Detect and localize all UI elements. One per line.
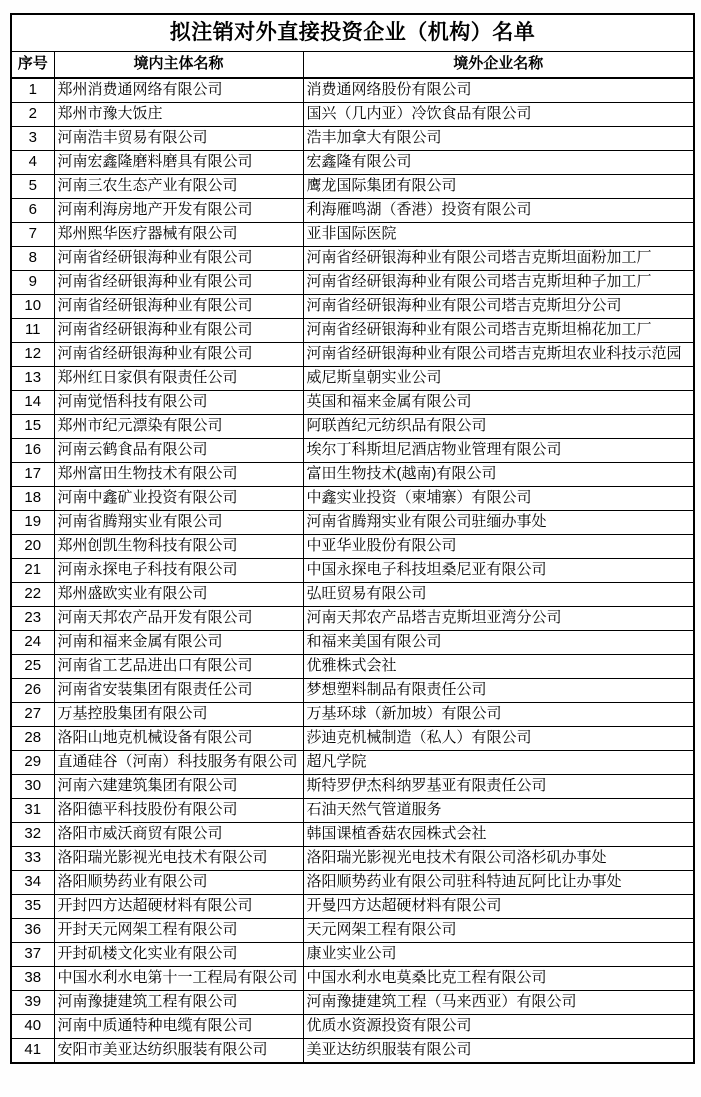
cell-overseas-name: 洛阳顺势药业有限公司驻科特迪瓦阿比让办事处 — [303, 871, 694, 895]
cell-domestic-name: 河南中质通特种电缆有限公司 — [54, 1015, 303, 1039]
cell-overseas-name: 河南省经研银海种业有限公司塔吉克斯坦棉花加工厂 — [303, 319, 694, 343]
cell-seq: 37 — [11, 943, 54, 967]
cell-overseas-name: 河南天邦农产品塔吉克斯坦亚湾分公司 — [303, 607, 694, 631]
cell-overseas-name: 中亚华业股份有限公司 — [303, 535, 694, 559]
cell-domestic-name: 河南六建建筑集团有限公司 — [54, 775, 303, 799]
cell-domestic-name: 河南宏鑫隆磨料磨具有限公司 — [54, 151, 303, 175]
cell-seq: 9 — [11, 271, 54, 295]
cell-overseas-name: 富田生物技术(越南)有限公司 — [303, 463, 694, 487]
table-row — [11, 799, 694, 823]
cell-overseas-name: 利海雁鸣湖（香港）投资有限公司 — [303, 199, 694, 223]
table-row — [11, 895, 694, 919]
cell-seq: 6 — [11, 199, 54, 223]
cell-domestic-name: 郑州市纪元漂染有限公司 — [54, 415, 303, 439]
cell-overseas-name: 威尼斯皇朝实业公司 — [303, 367, 694, 391]
table-row — [11, 823, 694, 847]
cell-seq: 10 — [11, 295, 54, 319]
cell-domestic-name: 河南省安装集团有限责任公司 — [54, 679, 303, 703]
cell-seq: 32 — [11, 823, 54, 847]
table-row — [11, 367, 694, 391]
cell-seq: 36 — [11, 919, 54, 943]
cell-overseas-name: 国兴（几内亚）冷饮食品有限公司 — [303, 103, 694, 127]
cell-overseas-name: 斯特罗伊杰科纳罗基亚有限责任公司 — [303, 775, 694, 799]
cell-domestic-name: 河南豫捷建筑工程有限公司 — [54, 991, 303, 1015]
cell-overseas-name: 中鑫实业投资（柬埔寨）有限公司 — [303, 487, 694, 511]
cell-domestic-name: 河南三农生态产业有限公司 — [54, 175, 303, 199]
cell-domestic-name: 洛阳顺势药业有限公司 — [54, 871, 303, 895]
cell-seq: 19 — [11, 511, 54, 535]
cell-seq: 3 — [11, 127, 54, 151]
cell-seq: 17 — [11, 463, 54, 487]
cell-overseas-name: 英国和福来金属有限公司 — [303, 391, 694, 415]
cell-domestic-name: 中国水利水电第十一工程局有限公司 — [54, 967, 303, 991]
cell-seq: 26 — [11, 679, 54, 703]
cell-overseas-name: 河南省腾翔实业有限公司驻缅办事处 — [303, 511, 694, 535]
cell-seq: 15 — [11, 415, 54, 439]
cell-overseas-name: 河南豫捷建筑工程（马来西亚）有限公司 — [303, 991, 694, 1015]
table-row — [11, 655, 694, 679]
table-row — [11, 127, 694, 151]
cell-seq: 39 — [11, 991, 54, 1015]
cell-overseas-name: 和福来美国有限公司 — [303, 631, 694, 655]
cell-overseas-name: 万基环球（新加坡）有限公司 — [303, 703, 694, 727]
title-row — [11, 14, 694, 52]
cell-seq: 21 — [11, 559, 54, 583]
cell-overseas-name: 河南省经研银海种业有限公司塔吉克斯坦面粉加工厂 — [303, 247, 694, 271]
cell-domestic-name: 郑州消费通网络有限公司 — [54, 78, 303, 103]
cell-overseas-name: 莎迪克机械制造（私人）有限公司 — [303, 727, 694, 751]
table-row — [11, 487, 694, 511]
cell-domestic-name: 河南省经研银海种业有限公司 — [54, 247, 303, 271]
cell-overseas-name: 天元网架工程有限公司 — [303, 919, 694, 943]
table-row — [11, 967, 694, 991]
cell-domestic-name: 河南省工艺品进出口有限公司 — [54, 655, 303, 679]
cell-domestic-name: 河南浩丰贸易有限公司 — [54, 127, 303, 151]
cell-seq: 33 — [11, 847, 54, 871]
cell-seq: 38 — [11, 967, 54, 991]
table-row — [11, 727, 694, 751]
cell-domestic-name: 河南云鹤食品有限公司 — [54, 439, 303, 463]
cell-overseas-name: 浩丰加拿大有限公司 — [303, 127, 694, 151]
cell-overseas-name: 鹰龙国际集团有限公司 — [303, 175, 694, 199]
table-row — [11, 223, 694, 247]
cell-overseas-name: 弘旺贸易有限公司 — [303, 583, 694, 607]
cell-domestic-name: 洛阳山地克机械设备有限公司 — [54, 727, 303, 751]
cell-domestic-name: 河南省经研银海种业有限公司 — [54, 295, 303, 319]
cell-overseas-name: 中国永探电子科技坦桑尼亚有限公司 — [303, 559, 694, 583]
cell-seq: 30 — [11, 775, 54, 799]
cell-domestic-name: 河南中鑫矿业投资有限公司 — [54, 487, 303, 511]
table-row — [11, 919, 694, 943]
table-row — [11, 463, 694, 487]
cell-domestic-name: 安阳市美亚达纺织服装有限公司 — [54, 1039, 303, 1064]
cell-domestic-name: 河南省腾翔实业有限公司 — [54, 511, 303, 535]
cell-domestic-name: 万基控股集团有限公司 — [54, 703, 303, 727]
table-row — [11, 199, 694, 223]
cell-domestic-name: 郑州富田生物技术有限公司 — [54, 463, 303, 487]
table-row — [11, 511, 694, 535]
cell-seq: 13 — [11, 367, 54, 391]
cell-domestic-name: 河南天邦农产品开发有限公司 — [54, 607, 303, 631]
cell-overseas-name: 河南省经研银海种业有限公司塔吉克斯坦农业科技示范园 — [303, 343, 694, 367]
cell-seq: 2 — [11, 103, 54, 127]
table-row — [11, 1015, 694, 1039]
cell-seq: 16 — [11, 439, 54, 463]
cell-seq: 41 — [11, 1039, 54, 1064]
cell-seq: 4 — [11, 151, 54, 175]
cell-domestic-name: 河南省经研银海种业有限公司 — [54, 319, 303, 343]
cell-seq: 24 — [11, 631, 54, 655]
cell-domestic-name: 郑州熙华医疗器械有限公司 — [54, 223, 303, 247]
cell-seq: 23 — [11, 607, 54, 631]
cell-overseas-name: 亚非国际医院 — [303, 223, 694, 247]
table-row — [11, 559, 694, 583]
cell-seq: 1 — [11, 78, 54, 103]
table-row — [11, 775, 694, 799]
table-row — [11, 631, 694, 655]
cell-seq: 34 — [11, 871, 54, 895]
cell-domestic-name: 洛阳市威沃商贸有限公司 — [54, 823, 303, 847]
deregistration-list-table — [10, 13, 695, 1064]
cell-seq: 22 — [11, 583, 54, 607]
cell-overseas-name: 消费通网络股份有限公司 — [303, 78, 694, 103]
page-title: 拟注销对外直接投资企业（机构）名单 — [11, 14, 694, 52]
cell-seq: 31 — [11, 799, 54, 823]
table-body — [11, 78, 694, 1063]
table-row — [11, 535, 694, 559]
cell-overseas-name: 洛阳瑞光影视光电技术有限公司洛杉矶办事处 — [303, 847, 694, 871]
cell-overseas-name: 河南省经研银海种业有限公司塔吉克斯坦分公司 — [303, 295, 694, 319]
table-row — [11, 847, 694, 871]
cell-domestic-name: 直通硅谷（河南）科技服务有限公司 — [54, 751, 303, 775]
header-row — [11, 52, 694, 79]
cell-seq: 25 — [11, 655, 54, 679]
cell-seq: 29 — [11, 751, 54, 775]
cell-overseas-name: 超凡学院 — [303, 751, 694, 775]
column-header-seq: 序号 — [11, 52, 54, 79]
cell-domestic-name: 洛阳瑞光影视光电技术有限公司 — [54, 847, 303, 871]
cell-seq: 20 — [11, 535, 54, 559]
table-row — [11, 175, 694, 199]
table-row — [11, 295, 694, 319]
cell-seq: 35 — [11, 895, 54, 919]
cell-overseas-name: 阿联酋纪元纺织品有限公司 — [303, 415, 694, 439]
cell-seq: 8 — [11, 247, 54, 271]
table-row — [11, 319, 694, 343]
cell-domestic-name: 河南省经研银海种业有限公司 — [54, 271, 303, 295]
table-row — [11, 607, 694, 631]
cell-domestic-name: 河南省经研银海种业有限公司 — [54, 343, 303, 367]
cell-overseas-name: 石油天然气管道服务 — [303, 799, 694, 823]
cell-seq: 18 — [11, 487, 54, 511]
cell-seq: 40 — [11, 1015, 54, 1039]
table-row — [11, 943, 694, 967]
cell-overseas-name: 梦想塑料制品有限责任公司 — [303, 679, 694, 703]
cell-seq: 7 — [11, 223, 54, 247]
cell-domestic-name: 开封四方达超硬材料有限公司 — [54, 895, 303, 919]
table-row — [11, 751, 694, 775]
cell-seq: 27 — [11, 703, 54, 727]
table-row — [11, 439, 694, 463]
table-row — [11, 583, 694, 607]
cell-overseas-name: 开曼四方达超硬材料有限公司 — [303, 895, 694, 919]
cell-domestic-name: 河南和福来金属有限公司 — [54, 631, 303, 655]
cell-overseas-name: 河南省经研银海种业有限公司塔吉克斯坦种子加工厂 — [303, 271, 694, 295]
cell-domestic-name: 郑州创凯生物科技有限公司 — [54, 535, 303, 559]
table-row — [11, 247, 694, 271]
cell-overseas-name: 美亚达纺织服装有限公司 — [303, 1039, 694, 1064]
cell-overseas-name: 优雅株式会社 — [303, 655, 694, 679]
table-row — [11, 151, 694, 175]
cell-domestic-name: 郑州盛欧实业有限公司 — [54, 583, 303, 607]
cell-seq: 28 — [11, 727, 54, 751]
cell-overseas-name: 埃尔丁科斯坦尼酒店物业管理有限公司 — [303, 439, 694, 463]
cell-overseas-name: 中国水利水电莫桑比克工程有限公司 — [303, 967, 694, 991]
table-row — [11, 103, 694, 127]
cell-domestic-name: 河南永探电子科技有限公司 — [54, 559, 303, 583]
table-row — [11, 391, 694, 415]
table-row — [11, 991, 694, 1015]
cell-overseas-name: 韩国课植香菇农园株式会社 — [303, 823, 694, 847]
cell-domestic-name: 郑州市豫大饭庄 — [54, 103, 303, 127]
cell-domestic-name: 洛阳德平科技股份有限公司 — [54, 799, 303, 823]
cell-overseas-name: 优质水资源投资有限公司 — [303, 1015, 694, 1039]
table-row — [11, 703, 694, 727]
cell-seq: 11 — [11, 319, 54, 343]
cell-domestic-name: 郑州红日家俱有限责任公司 — [54, 367, 303, 391]
cell-domestic-name: 开封天元网架工程有限公司 — [54, 919, 303, 943]
cell-domestic-name: 河南利海房地产开发有限公司 — [54, 199, 303, 223]
column-header-overseas: 境外企业名称 — [303, 52, 694, 79]
table-row — [11, 271, 694, 295]
column-header-domestic: 境内主体名称 — [54, 52, 303, 79]
table-row — [11, 1039, 694, 1064]
cell-seq: 14 — [11, 391, 54, 415]
cell-seq: 12 — [11, 343, 54, 367]
table-row — [11, 679, 694, 703]
cell-domestic-name: 开封矶楼文化实业有限公司 — [54, 943, 303, 967]
table-row — [11, 415, 694, 439]
table-row — [11, 871, 694, 895]
cell-overseas-name: 宏鑫隆有限公司 — [303, 151, 694, 175]
cell-domestic-name: 河南觉悟科技有限公司 — [54, 391, 303, 415]
table-row — [11, 78, 694, 103]
cell-overseas-name: 康业实业公司 — [303, 943, 694, 967]
cell-seq: 5 — [11, 175, 54, 199]
table-row — [11, 343, 694, 367]
